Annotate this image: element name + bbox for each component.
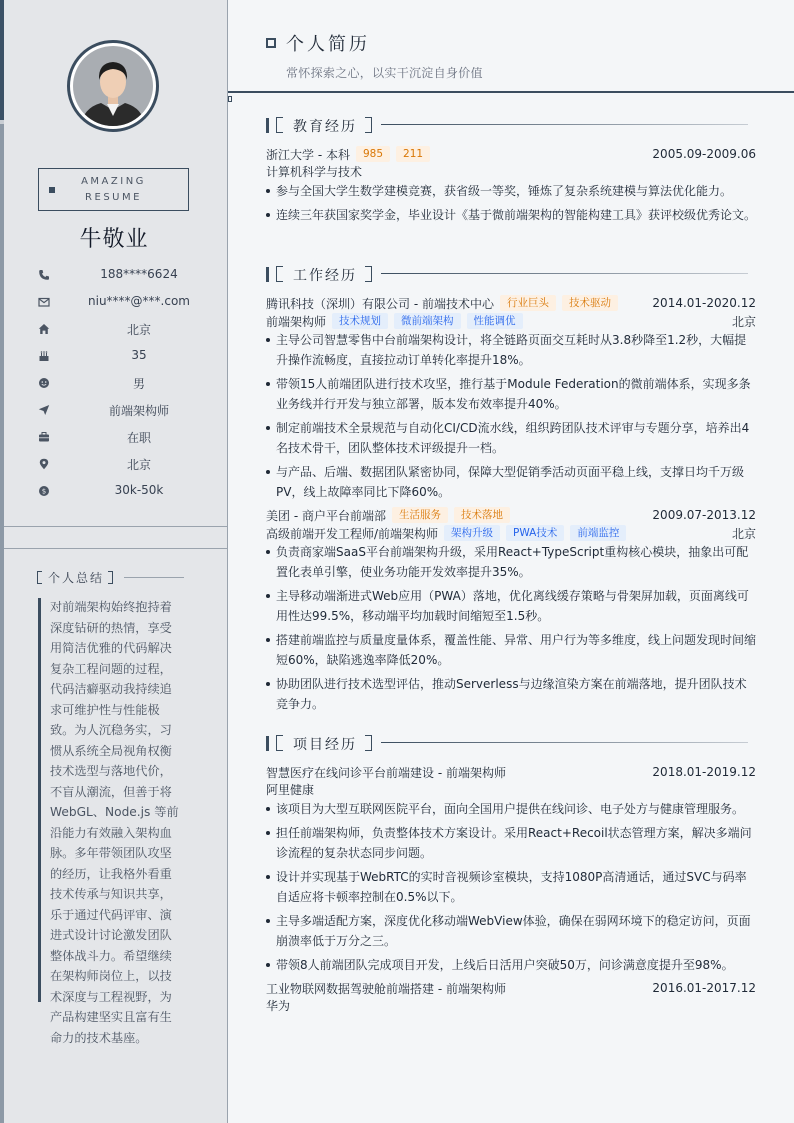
- page-subtitle: 常怀探索之心，以实干沉淀自身价值: [286, 66, 483, 80]
- work-section: [266, 265, 756, 718]
- section-title: 教育经历: [293, 119, 357, 135]
- info-row-salary: [0, 480, 228, 507]
- job-company-row: [266, 294, 756, 312]
- info-row-gender: [0, 372, 228, 399]
- bullet-item: 带领15人前端团队进行技术攻坚，推行基于Module Federation的微前端体系，实现多条业务线并行开发与独立部署，版本发布效率提升40%。: [266, 374, 756, 414]
- project-date: 2018.01-2019.12: [652, 765, 756, 779]
- job-date: 2014.01-2020.12: [652, 296, 756, 310]
- info-phone: 188****6624: [100, 267, 178, 281]
- job-role: 高级前端开发工程师/前端架构师: [266, 526, 439, 541]
- heading-rule: [381, 742, 748, 743]
- job-date: 2009.07-2013.12: [652, 508, 756, 522]
- project-org: 华为: [266, 999, 291, 1013]
- education-bullets: [266, 181, 756, 225]
- heading-rule: [381, 124, 748, 125]
- bullet-item: 协助团队进行技术选型评估，推动Serverless与边缘渲染方案在前端落地，提升团队技术竞争力。: [266, 674, 756, 714]
- info-position: 前端架构师: [108, 404, 169, 418]
- bullet-item: 主导移动端渐进式Web应用（PWA）落地，优化离线缓存策略与骨架屏加载，页面离线可用性达99.5%，移动端平均加载时间缩短至1.5秒。: [266, 586, 756, 626]
- phone-icon: [38, 269, 50, 281]
- left-bracket-icon: [276, 266, 283, 282]
- right-bracket-icon: [365, 735, 372, 751]
- company-tag: 技术驱动: [562, 295, 618, 311]
- info-location: 北京: [126, 458, 151, 472]
- title-square-icon: [266, 38, 276, 48]
- project-header-row: [266, 763, 756, 781]
- contact-info-list: [0, 264, 228, 507]
- info-row-home: [0, 318, 228, 345]
- right-bracket-icon: [365, 117, 372, 133]
- info-hometown: 北京: [126, 323, 151, 337]
- badge-line-2: RESUME: [85, 191, 142, 203]
- candidate-name: 牛敬业: [79, 227, 149, 252]
- section-heading: [266, 734, 756, 756]
- profile-photo: [73, 46, 153, 126]
- send-icon: [38, 404, 50, 416]
- bullet-item: 主导公司智慧零售中台前端架构设计，将全链路页面交互耗时从3.8秒降至1.2秒，大幅提升操作流畅度，直接拉动订单转化率提升18%。: [266, 330, 756, 370]
- role-tag: 技术规划: [332, 313, 388, 329]
- sidebar-accent-strip: [0, 0, 4, 1123]
- location-icon: [38, 458, 50, 470]
- job-city: 北京: [731, 526, 756, 541]
- info-row-location: [0, 453, 228, 480]
- section-heading: [266, 116, 756, 138]
- svg-text:$: $: [41, 487, 47, 496]
- badge-square-icon: [49, 187, 55, 193]
- project-name: 工业物联网数据驾驶舱前端搭建 - 前端架构师: [266, 981, 506, 996]
- role-tag: 性能调优: [467, 313, 523, 329]
- school-tag: 211: [396, 146, 430, 162]
- job-bullets: [266, 330, 756, 502]
- projects-section: [266, 734, 756, 1015]
- smile-icon: [38, 377, 50, 389]
- info-status: 在职: [126, 431, 151, 445]
- amazing-resume-badge: [38, 168, 189, 211]
- education-major: 计算机科学与技术: [266, 165, 363, 179]
- project-entry: [266, 763, 756, 975]
- left-bracket-icon: [37, 571, 42, 584]
- company-tag: 技术落地: [454, 507, 510, 523]
- avatar: [67, 40, 159, 132]
- job-role-row: [266, 524, 756, 542]
- heading-bar-icon: [266, 736, 269, 751]
- info-row-status: [0, 426, 228, 453]
- home-icon: [38, 323, 50, 335]
- job-bullets: [266, 542, 756, 714]
- section-heading: [266, 265, 756, 287]
- right-bracket-icon: [108, 571, 113, 584]
- bullet-item: 与产品、后端、数据团队紧密协同，保障大型促销季活动页面平稳上线，支撑日均千万级PV，线上故障率同比下降60%。: [266, 462, 756, 502]
- job-entry: [266, 506, 756, 714]
- heading-bar-icon: [266, 267, 269, 282]
- page-title: 个人简历: [286, 34, 370, 55]
- school-name: 浙江大学 - 本科: [266, 147, 350, 162]
- section-title: 工作经历: [293, 268, 357, 284]
- company-tag: 行业巨头: [500, 295, 556, 311]
- bullet-item: 主导多端适配方案，深度优化移动端WebView体验，确保在弱网环境下的稳定访问，页面崩溃率低于万分之三。: [266, 911, 756, 951]
- summary-heading-rule: [124, 577, 184, 578]
- job-role-row: [266, 312, 756, 330]
- sidebar: [0, 0, 228, 1123]
- role-tag: 架构升级: [444, 525, 500, 541]
- summary-title: 个人总结: [48, 571, 105, 585]
- project-entry: [266, 979, 756, 1015]
- right-bracket-icon: [365, 266, 372, 282]
- job-role: 前端架构师: [266, 314, 327, 329]
- education-entry-header: [266, 145, 756, 163]
- bullet-item: 带领8人前端团队完成项目开发，上线后日活用户突破50万，问诊满意度提升至98%。: [266, 955, 756, 975]
- education-date: 2005.09-2009.06: [652, 147, 756, 161]
- project-org: 阿里健康: [266, 783, 315, 797]
- left-bracket-icon: [276, 117, 283, 133]
- job-entry: [266, 294, 756, 502]
- bullet-item: 搭建前端监控与质量度量体系，覆盖性能、异常、用户行为等多维度，线上问题发现时间缩短60%，缺陷逃逸率降低20%。: [266, 630, 756, 670]
- left-bracket-icon: [276, 735, 283, 751]
- coin-icon: [38, 485, 50, 497]
- mail-icon: [38, 296, 50, 308]
- project-header-row: [266, 979, 756, 997]
- project-date: 2016.01-2017.12: [652, 981, 756, 995]
- sidebar-divider: [4, 526, 228, 527]
- bullet-item: 设计并实现基于WebRTC的实时音视频诊室模块，支持1080P高清通话，通过SVC与码率自适应将卡顿率控制在0.5%以下。: [266, 867, 756, 907]
- info-row-position: [0, 399, 228, 426]
- bullet-item: 负责商家端SaaS平台前端架构升级，采用React+TypeScript重构核心模块，抽象出可配置化表单引擎，使业务功能开发效率提升35%。: [266, 542, 756, 582]
- heading-bar-icon: [266, 118, 269, 133]
- bullet-item: 担任前端架构师，负责整体技术方案设计。采用React+Recoil状态管理方案，解决多端问诊流程的复杂状态同步问题。: [266, 823, 756, 863]
- resume-header: [228, 0, 794, 93]
- job-company: 美团 - 商户平台前端部: [266, 508, 386, 523]
- info-age: 35: [131, 348, 147, 362]
- education-section: [266, 116, 756, 229]
- bullet-item: 该项目为大型互联网医院平台，面向全国用户提供在线问诊、电子处方与健康管理服务。: [266, 799, 756, 819]
- info-row-phone: [0, 264, 228, 291]
- sidebar-divider: [4, 548, 228, 549]
- info-email: niu****@***.com: [88, 294, 190, 308]
- role-tag: PWA技术: [506, 525, 564, 541]
- bullet-item: 参与全国大学生数学建模竞赛，获省级一等奖，锤炼了复杂系统建模与算法优化能力。: [266, 181, 756, 201]
- project-name: 智慧医疗在线问诊平台前端建设 - 前端架构师: [266, 765, 506, 780]
- role-tag: 微前端架构: [394, 313, 461, 329]
- info-row-email: [0, 291, 228, 318]
- corner-marker-icon: [228, 96, 232, 102]
- job-company: 腾讯科技（深圳）有限公司 - 前端技术中心: [266, 296, 494, 311]
- info-salary: 30k-50k: [114, 483, 164, 497]
- summary-text: 对前端架构始终抱持着深度钻研的热情，享受用简洁优雅的代码解决复杂工程问题的过程，代码洁癖驱动我持续追求可维护性与性能极致。为人沉稳务实，习惯从系统全局视角权衡技术选型与落地代价，不盲从潮流，但善于将 WebGL、Node.js 等前沿能力有效融入架构血脉。多年带领团队攻坚的经历，让我格外看重技术传承与知识共享，乐于通过代码评审、演进式设计讨论激发团队整体战斗力。希望继续在架构师岗位上，以技术深度与工程视野，为产品构建坚实且富有生命力的技术基座。: [50, 600, 179, 1045]
- summary-section-heading: [37, 569, 113, 586]
- info-gender: 男: [132, 377, 145, 391]
- role-tag: 前端监控: [570, 525, 626, 541]
- summary-accent-bar: [38, 598, 41, 1002]
- company-tag: 生活服务: [392, 507, 448, 523]
- info-row-age: [0, 345, 228, 372]
- job-city: 北京: [731, 314, 756, 329]
- heading-rule: [381, 273, 748, 274]
- cake-icon: [38, 350, 50, 362]
- bullet-item: 制定前端技术全景规范与自动化CI/CD流水线，组织跨团队技术评审与专题分享，培养出4名技术骨干，团队整体技术评级提升一档。: [266, 418, 756, 458]
- project-bullets: [266, 799, 756, 975]
- section-title: 项目经历: [293, 737, 357, 753]
- briefcase-icon: [38, 431, 50, 443]
- bullet-item: 连续三年获国家奖学金，毕业设计《基于微前端架构的智能构建工具》获评校级优秀论文。: [266, 205, 756, 225]
- badge-line-1: AMAZING: [81, 175, 146, 187]
- school-tag: 985: [356, 146, 390, 162]
- job-company-row: [266, 506, 756, 524]
